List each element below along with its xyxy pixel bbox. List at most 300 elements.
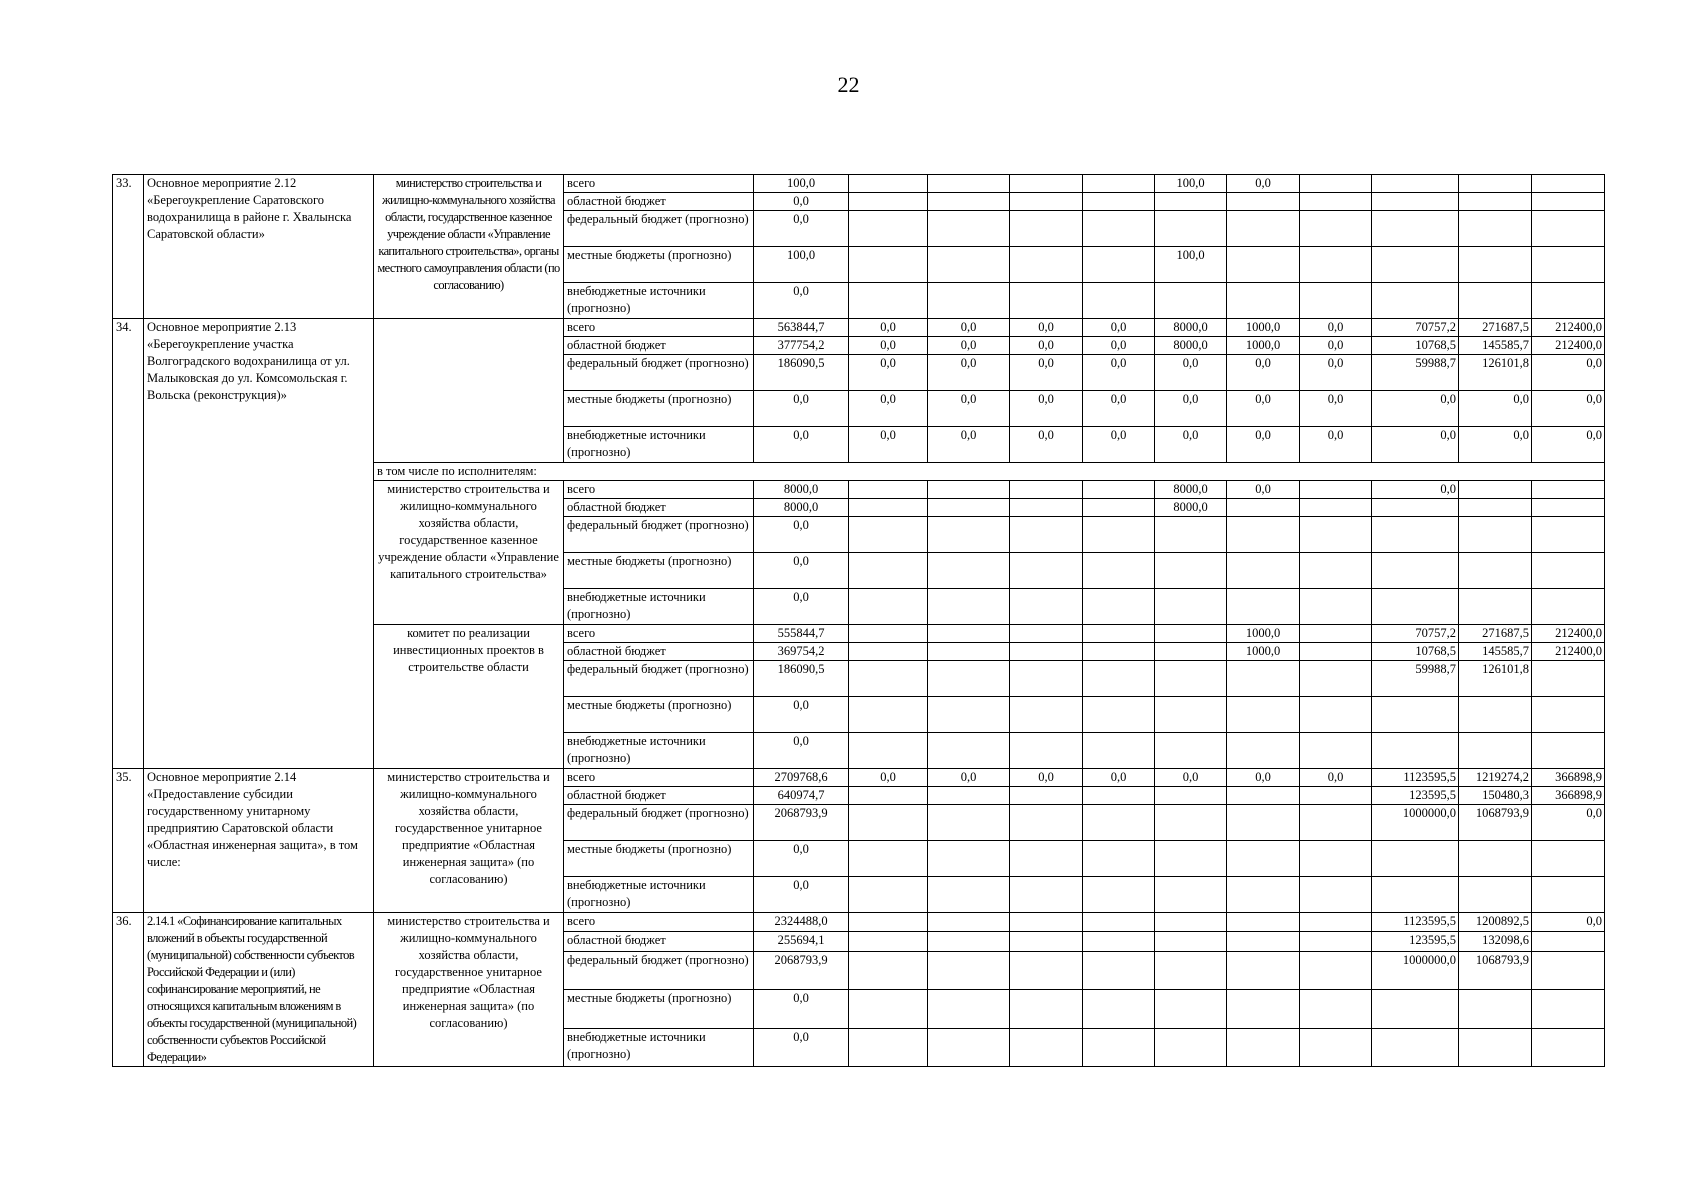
value-cell (1300, 805, 1372, 841)
event-name: Основное мероприятие 2.14 «Предоставление субсидии государственному унитарному предприятию Саратовской области «Областная инженерная защита», в том числе: (144, 769, 374, 913)
event-name: Основное мероприятие 2.12 «Берегоукрепление Саратовского водохранилища в районе г. Хвалынска Саратовской области» (144, 175, 374, 319)
value-cell (1010, 841, 1083, 877)
value-cell (928, 643, 1010, 661)
value-cell: 0,0 (1227, 427, 1300, 463)
value-cell (849, 553, 928, 589)
value-cell (928, 932, 1010, 951)
value-cell: 126101,8 (1459, 661, 1532, 697)
value-cell (1300, 643, 1372, 661)
value-cell: 0,0 (754, 391, 849, 427)
value-cell: 8000,0 (1155, 319, 1227, 337)
funding-source-cell: всего (564, 913, 754, 932)
value-cell (928, 517, 1010, 553)
value-cell: 1068793,9 (1459, 805, 1532, 841)
value-cell (1010, 913, 1083, 932)
value-cell (1083, 247, 1155, 283)
value-cell: 0,0 (849, 319, 928, 337)
value-cell (849, 877, 928, 913)
value-cell (1010, 697, 1083, 733)
value-cell (1372, 841, 1459, 877)
value-cell (1300, 175, 1372, 193)
value-cell (1083, 787, 1155, 805)
value-cell: 8000,0 (1155, 481, 1227, 499)
value-cell (849, 951, 928, 990)
value-cell (1083, 499, 1155, 517)
value-cell (1155, 1028, 1227, 1067)
value-cell (1083, 661, 1155, 697)
value-cell (1300, 1028, 1372, 1067)
funding-source-cell: местные бюджеты (прогнозно) (564, 990, 754, 1029)
value-cell (1227, 990, 1300, 1029)
funding-source-cell: федеральный бюджет (прогнозно) (564, 661, 754, 697)
value-cell (1459, 697, 1532, 733)
value-cell (1532, 211, 1605, 247)
value-cell (1532, 553, 1605, 589)
funding-source-cell: всего (564, 175, 754, 193)
value-cell (1372, 211, 1459, 247)
value-cell (928, 481, 1010, 499)
value-cell (1300, 951, 1372, 990)
value-cell (1300, 517, 1372, 553)
funding-source-cell: федеральный бюджет (прогнозно) (564, 517, 754, 553)
value-cell: 212400,0 (1532, 319, 1605, 337)
value-cell (1532, 990, 1605, 1029)
value-cell (1372, 1028, 1459, 1067)
value-cell: 0,0 (1227, 769, 1300, 787)
row-number: 33. (113, 175, 144, 319)
value-cell (1300, 283, 1372, 319)
value-cell (1372, 175, 1459, 193)
value-cell: 8000,0 (1155, 499, 1227, 517)
executor-cell: министерство строительства и жилищно-коммунального хозяйства области, государственное унитарное предприятие «Областная инженерная защита» (по согласованию) (374, 769, 564, 913)
value-cell: 0,0 (928, 427, 1010, 463)
funding-source-cell: местные бюджеты (прогнозно) (564, 697, 754, 733)
value-cell: 0,0 (849, 769, 928, 787)
value-cell: 0,0 (1010, 427, 1083, 463)
value-cell (1300, 913, 1372, 932)
value-cell (928, 787, 1010, 805)
funding-source-cell: федеральный бюджет (прогнозно) (564, 355, 754, 391)
value-cell (928, 697, 1010, 733)
value-cell (1227, 787, 1300, 805)
value-cell (1459, 175, 1532, 193)
value-cell (928, 733, 1010, 769)
value-cell (928, 661, 1010, 697)
value-cell: 0,0 (754, 193, 849, 211)
value-cell (1459, 283, 1532, 319)
value-cell (849, 643, 928, 661)
value-cell: 0,0 (754, 553, 849, 589)
value-cell (1083, 1028, 1155, 1067)
value-cell: 0,0 (1459, 427, 1532, 463)
value-cell: 0,0 (1227, 355, 1300, 391)
value-cell: 145585,7 (1459, 643, 1532, 661)
value-cell: 0,0 (928, 391, 1010, 427)
funding-table (112, 174, 1605, 1067)
value-cell (928, 951, 1010, 990)
value-cell (849, 481, 928, 499)
value-cell (1227, 589, 1300, 625)
value-cell: 0,0 (849, 337, 928, 355)
value-cell (1227, 517, 1300, 553)
value-cell (928, 211, 1010, 247)
value-cell (1083, 193, 1155, 211)
value-cell (1010, 481, 1083, 499)
executor-cell: министерство строительства и жилищно-коммунального хозяйства области, государственное казенное учреждение области «Управление капитального строительства» (374, 481, 564, 625)
value-cell: 1219274,2 (1459, 769, 1532, 787)
value-cell (1300, 553, 1372, 589)
value-cell (849, 1028, 928, 1067)
funding-source-cell: внебюджетные источники (прогнозно) (564, 877, 754, 913)
value-cell: 0,0 (1532, 427, 1605, 463)
value-cell (1010, 1028, 1083, 1067)
value-cell (849, 841, 928, 877)
value-cell (1010, 625, 1083, 643)
value-cell: 1000,0 (1227, 625, 1300, 643)
funding-source-cell: внебюджетные источники (прогнозно) (564, 427, 754, 463)
value-cell (1300, 877, 1372, 913)
value-cell: 2709768,6 (754, 769, 849, 787)
value-cell: 369754,2 (754, 643, 849, 661)
funding-source-cell: внебюджетные источники (прогнозно) (564, 733, 754, 769)
value-cell (1300, 733, 1372, 769)
value-cell (1227, 841, 1300, 877)
value-cell (1227, 805, 1300, 841)
value-cell: 0,0 (1300, 337, 1372, 355)
value-cell (1155, 643, 1227, 661)
value-cell (1083, 283, 1155, 319)
value-cell (1083, 175, 1155, 193)
value-cell: 150480,3 (1459, 787, 1532, 805)
executor-cell: министерство строительства и жилищно-коммунального хозяйства области, государственное унитарное предприятие «Областная инженерная защита» (по согласованию) (374, 913, 564, 1067)
funding-source-cell: местные бюджеты (прогнозно) (564, 247, 754, 283)
value-cell (849, 787, 928, 805)
value-cell (1155, 661, 1227, 697)
funding-source-cell: всего (564, 319, 754, 337)
value-cell (1532, 877, 1605, 913)
value-cell (1532, 589, 1605, 625)
value-cell: 2068793,9 (754, 805, 849, 841)
value-cell: 1000000,0 (1372, 951, 1459, 990)
value-cell (1459, 481, 1532, 499)
value-cell (1010, 951, 1083, 990)
value-cell (1300, 247, 1372, 283)
value-cell (849, 932, 928, 951)
value-cell (1010, 787, 1083, 805)
value-cell: 0,0 (849, 355, 928, 391)
row-number: 34. (113, 319, 144, 769)
value-cell: 0,0 (1227, 175, 1300, 193)
value-cell (1300, 625, 1372, 643)
page-number: 22 (837, 72, 860, 97)
value-cell (1372, 877, 1459, 913)
value-cell: 0,0 (754, 877, 849, 913)
value-cell (1083, 932, 1155, 951)
value-cell (1010, 643, 1083, 661)
value-cell (849, 990, 928, 1029)
value-cell: 0,0 (1300, 391, 1372, 427)
value-cell (1300, 499, 1372, 517)
value-cell (1083, 877, 1155, 913)
value-cell: 377754,2 (754, 337, 849, 355)
value-cell: 0,0 (1083, 319, 1155, 337)
value-cell (1155, 951, 1227, 990)
value-cell (1155, 697, 1227, 733)
value-cell: 212400,0 (1532, 625, 1605, 643)
funding-source-cell: всего (564, 769, 754, 787)
value-cell (1372, 247, 1459, 283)
value-cell: 366898,9 (1532, 769, 1605, 787)
value-cell (1532, 697, 1605, 733)
value-cell (928, 990, 1010, 1029)
value-cell (1372, 499, 1459, 517)
value-cell: 366898,9 (1532, 787, 1605, 805)
value-cell: 0,0 (1083, 355, 1155, 391)
value-cell (1083, 643, 1155, 661)
value-cell: 0,0 (928, 319, 1010, 337)
value-cell (1227, 211, 1300, 247)
executor-cell: комитет по реализации инвестиционных проектов в строительстве области (374, 625, 564, 769)
value-cell (1083, 841, 1155, 877)
funding-source-cell: федеральный бюджет (прогнозно) (564, 805, 754, 841)
value-cell (1459, 499, 1532, 517)
value-cell (1300, 787, 1372, 805)
value-cell: 0,0 (754, 1028, 849, 1067)
value-cell (1372, 517, 1459, 553)
value-cell: 1000000,0 (1372, 805, 1459, 841)
funding-source-cell: всего (564, 625, 754, 643)
funding-source-cell: областной бюджет (564, 337, 754, 355)
value-cell (1300, 481, 1372, 499)
value-cell: 145585,7 (1459, 337, 1532, 355)
funding-source-cell: внебюджетные источники (прогнозно) (564, 589, 754, 625)
value-cell: 8000,0 (754, 481, 849, 499)
value-cell: 0,0 (1010, 337, 1083, 355)
value-cell (1155, 625, 1227, 643)
value-cell: 186090,5 (754, 355, 849, 391)
value-cell (1227, 697, 1300, 733)
executor-cell: министерство строительства и жилищно-коммунального хозяйства области, государственное казенное учреждение области «Управление капитального строительства», органы местного самоуправления области (по согласованию) (374, 175, 564, 319)
funding-source-cell: областной бюджет (564, 193, 754, 211)
value-cell: 0,0 (1155, 391, 1227, 427)
value-cell (928, 625, 1010, 643)
value-cell (849, 697, 928, 733)
value-cell (849, 283, 928, 319)
value-cell: 0,0 (928, 355, 1010, 391)
value-cell (1227, 913, 1300, 932)
value-cell (928, 589, 1010, 625)
value-cell: 186090,5 (754, 661, 849, 697)
row-number: 35. (113, 769, 144, 913)
value-cell: 1000,0 (1227, 319, 1300, 337)
value-cell (1227, 951, 1300, 990)
value-cell: 0,0 (1227, 391, 1300, 427)
value-cell: 0,0 (754, 283, 849, 319)
value-cell (1010, 589, 1083, 625)
value-cell (1010, 247, 1083, 283)
value-cell (1300, 661, 1372, 697)
value-cell (1155, 913, 1227, 932)
value-cell (849, 193, 928, 211)
value-cell: 132098,6 (1459, 932, 1532, 951)
value-cell (1459, 841, 1532, 877)
value-cell (1532, 661, 1605, 697)
value-cell (849, 805, 928, 841)
funding-source-cell: федеральный бюджет (прогнозно) (564, 951, 754, 990)
value-cell (1532, 193, 1605, 211)
value-cell (1300, 589, 1372, 625)
value-cell: 0,0 (1372, 427, 1459, 463)
value-cell (1372, 697, 1459, 733)
value-cell (1083, 211, 1155, 247)
value-cell (849, 913, 928, 932)
value-cell: 0,0 (1532, 805, 1605, 841)
value-cell (1300, 841, 1372, 877)
value-cell (928, 841, 1010, 877)
value-cell (1083, 951, 1155, 990)
funding-source-cell: федеральный бюджет (прогнозно) (564, 211, 754, 247)
value-cell (1155, 805, 1227, 841)
value-cell (928, 1028, 1010, 1067)
value-cell (1459, 1028, 1532, 1067)
value-cell (1300, 990, 1372, 1029)
value-cell (849, 589, 928, 625)
value-cell: 0,0 (754, 517, 849, 553)
value-cell: 0,0 (1083, 391, 1155, 427)
value-cell: 123595,5 (1372, 932, 1459, 951)
value-cell (1459, 553, 1532, 589)
value-cell (849, 499, 928, 517)
value-cell: 0,0 (1083, 769, 1155, 787)
value-cell (1010, 932, 1083, 951)
funding-source-cell: областной бюджет (564, 499, 754, 517)
value-cell (1010, 553, 1083, 589)
table-row (113, 175, 1605, 193)
value-cell: 0,0 (1532, 391, 1605, 427)
value-cell (1532, 175, 1605, 193)
value-cell (1372, 193, 1459, 211)
value-cell (1010, 990, 1083, 1029)
value-cell: 0,0 (754, 211, 849, 247)
value-cell (928, 877, 1010, 913)
value-cell (1227, 877, 1300, 913)
value-cell (1532, 481, 1605, 499)
executor-cell (374, 319, 564, 463)
value-cell (1372, 553, 1459, 589)
value-cell (849, 517, 928, 553)
value-cell: 59988,7 (1372, 661, 1459, 697)
value-cell (1010, 733, 1083, 769)
value-cell: 0,0 (754, 990, 849, 1029)
value-cell: 0,0 (1155, 427, 1227, 463)
value-cell (1532, 517, 1605, 553)
value-cell (928, 193, 1010, 211)
value-cell (1010, 283, 1083, 319)
value-cell (1010, 193, 1083, 211)
value-cell (1083, 990, 1155, 1029)
funding-source-cell: местные бюджеты (прогнозно) (564, 553, 754, 589)
table-row (113, 913, 1605, 932)
funding-source-cell: внебюджетные источники (прогнозно) (564, 283, 754, 319)
value-cell: 0,0 (1010, 319, 1083, 337)
value-cell: 271687,5 (1459, 625, 1532, 643)
value-cell (1459, 877, 1532, 913)
value-cell (1155, 787, 1227, 805)
value-cell (928, 499, 1010, 517)
subheader-cell: в том числе по исполнителям: (374, 463, 1605, 481)
value-cell: 555844,7 (754, 625, 849, 643)
value-cell: 0,0 (849, 391, 928, 427)
value-cell (1532, 283, 1605, 319)
value-cell (1459, 589, 1532, 625)
value-cell: 100,0 (1155, 175, 1227, 193)
value-cell: 0,0 (1155, 769, 1227, 787)
value-cell: 1200892,5 (1459, 913, 1532, 932)
value-cell: 1123595,5 (1372, 769, 1459, 787)
value-cell (1227, 283, 1300, 319)
value-cell (1227, 553, 1300, 589)
value-cell (1083, 553, 1155, 589)
value-cell (1083, 733, 1155, 769)
value-cell: 10768,5 (1372, 643, 1459, 661)
value-cell (1227, 661, 1300, 697)
value-cell (1372, 589, 1459, 625)
value-cell (1532, 841, 1605, 877)
value-cell (1372, 733, 1459, 769)
value-cell: 212400,0 (1532, 337, 1605, 355)
value-cell: 2324488,0 (754, 913, 849, 932)
value-cell (849, 211, 928, 247)
value-cell (1155, 211, 1227, 247)
value-cell: 0,0 (754, 697, 849, 733)
value-cell: 271687,5 (1459, 319, 1532, 337)
value-cell: 8000,0 (754, 499, 849, 517)
funding-source-cell: местные бюджеты (прогнозно) (564, 841, 754, 877)
value-cell (1083, 517, 1155, 553)
event-name: Основное мероприятие 2.13 «Берегоукрепление участка Волгоградского водохранилища от ул. Малыковская до ул. Комсомольская г. Вольска (реконструкция)» (144, 319, 374, 769)
value-cell (1083, 805, 1155, 841)
value-cell (1227, 193, 1300, 211)
value-cell: 0,0 (1300, 769, 1372, 787)
value-cell (928, 283, 1010, 319)
value-cell (1083, 589, 1155, 625)
value-cell (1010, 499, 1083, 517)
value-cell (1459, 211, 1532, 247)
value-cell: 0,0 (1010, 769, 1083, 787)
value-cell (1300, 697, 1372, 733)
value-cell (928, 913, 1010, 932)
value-cell (1227, 1028, 1300, 1067)
value-cell (1532, 932, 1605, 951)
value-cell (849, 175, 928, 193)
value-cell (1300, 932, 1372, 951)
table-row (113, 319, 1605, 337)
value-cell: 0,0 (1083, 337, 1155, 355)
value-cell (1300, 193, 1372, 211)
value-cell: 1000,0 (1227, 643, 1300, 661)
value-cell (1083, 697, 1155, 733)
value-cell (1372, 990, 1459, 1029)
value-cell (849, 625, 928, 643)
value-cell: 0,0 (1300, 427, 1372, 463)
value-cell (928, 247, 1010, 283)
value-cell (1532, 247, 1605, 283)
value-cell (928, 553, 1010, 589)
value-cell (1083, 481, 1155, 499)
value-cell (1227, 733, 1300, 769)
value-cell (928, 805, 1010, 841)
value-cell (1459, 733, 1532, 769)
